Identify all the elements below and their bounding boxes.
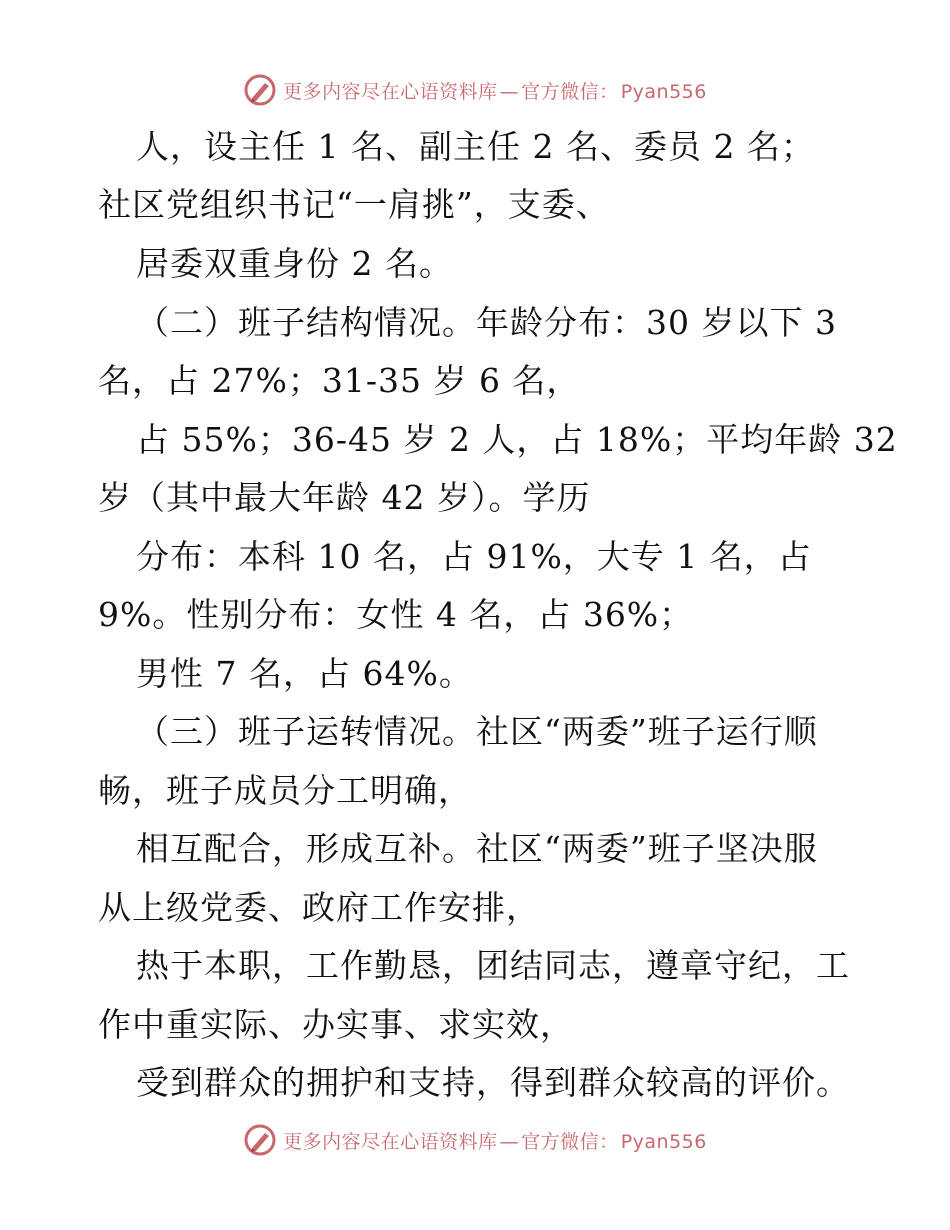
body-line-2: 社区党组织书记“一肩挑”，支委、	[98, 185, 610, 224]
body-line-11: （三）班子运转情况。社区“两委”班子运行顺	[136, 712, 818, 751]
pen-seal-logo-icon	[243, 1123, 277, 1157]
body-line-3: 居委双重身份 2 名。	[136, 244, 453, 283]
watermark-dash: —	[499, 1130, 520, 1153]
body-line-8: 分布：本科 10 名，占 91%，大专 1 名，占	[136, 537, 812, 576]
body-line-9: 9%。性别分布：女性 4 名，占 36%；	[98, 595, 694, 634]
body-line-13: 相互配合，形成互补。社区“两委”班子坚决服	[136, 829, 818, 868]
body-line-5: 名，占 27%；31-35 岁 6 名，	[98, 361, 581, 400]
body-line-16: 作中重实际、办实事、求实效，	[98, 1005, 574, 1044]
watermark-handle: Pyan556	[620, 1130, 707, 1153]
watermark-slogan: 更多内容尽在心语资料库	[283, 80, 498, 103]
watermark-dash: —	[499, 80, 520, 103]
watermark-slogan: 更多内容尽在心语资料库	[283, 1130, 498, 1153]
header-watermark	[0, 70, 950, 110]
body-line-17: 受到群众的拥护和支持，得到群众较高的评价。	[136, 1063, 850, 1102]
watermark-label: 官方微信：	[521, 1130, 619, 1153]
watermark-text	[283, 77, 707, 104]
body-line-4: （二）班子结构情况。年龄分布：30 岁以下 3	[136, 303, 837, 342]
body-line-7: 岁（其中最大年龄 42 岁）。学历	[98, 478, 591, 517]
body-line-10: 男性 7 名，占 64%。	[136, 654, 473, 693]
watermark-handle: Pyan556	[620, 80, 707, 103]
body-line-12: 畅，班子成员分工明确，	[98, 771, 472, 810]
body-line-15: 热于本职，工作勤恳，团结同志，遵章守纪，工	[136, 946, 850, 985]
body-line-14: 从上级党委、政府工作安排，	[98, 888, 540, 927]
body-line-6: 占 55%；36-45 岁 2 人，占 18%；平均年龄 32	[136, 420, 898, 459]
body-line-1: 人，设主任 1 名、副主任 2 名、委员 2 名；	[136, 127, 815, 166]
pen-seal-logo-icon	[243, 73, 277, 107]
footer-watermark	[0, 1120, 950, 1160]
watermark-text	[283, 1127, 707, 1154]
watermark-label: 官方微信：	[521, 80, 619, 103]
